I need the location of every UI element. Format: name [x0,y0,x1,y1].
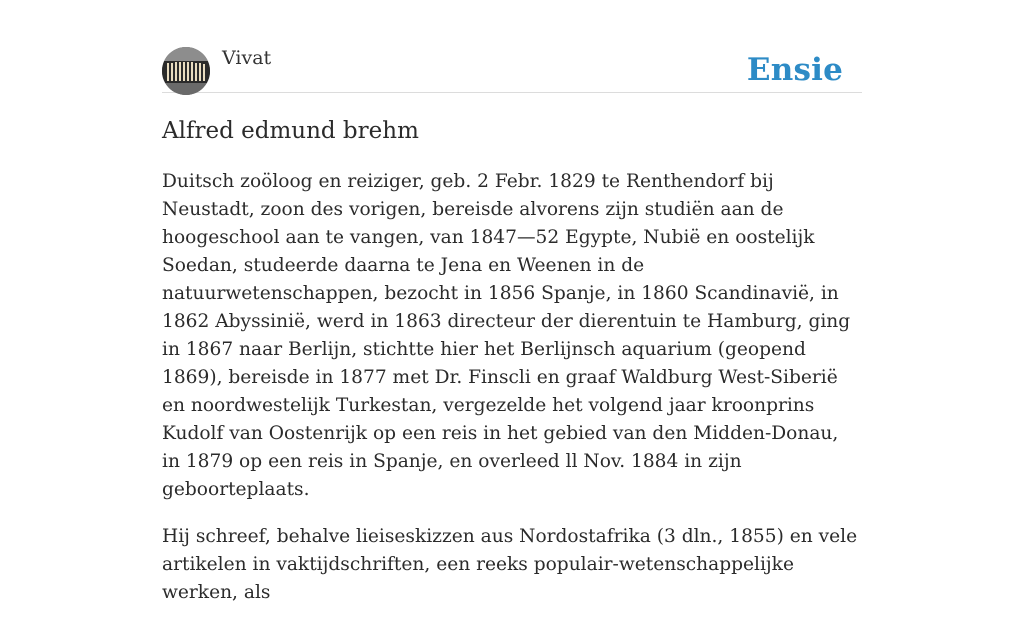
brand-logo[interactable]: Ensie [746,52,843,88]
article-paragraph: Duitsch zoöloog en reiziger, geb. 2 Febr. 1829 te Renthendorf bij Neustadt, zoon des vorigen, bereisde alvorens zijn studiën aan de hoogeschool aan te vangen, van 1847—52 Egypte, Nubië en oostelijk Soedan, studeerde daarna te Jena en Weenen in de natuurwetenschappen, bezocht in 1856 Spanje, in 1860 Scandinavië, in 1862 Abyssinië, werd in 1863 directeur der dierentuin te Hamburg, ging in 1867 naar Berlijn, stichtte hier het Berlijnsch aquarium (geopend 1869), bereisde in 1877 met Dr. Finscli en graaf Waldburg West-Siberië en noordwestelijk Turkestan, vergezelde het volgend jaar kroonprins Kudolf van Oostenrijk op een reis in het gebied van den Midden-Donau, in 1879 op een reis in Spanje, en overleed ll Nov. 1884 in zijn geboorteplaats. [162,171,851,500]
article-page [162,0,862,603]
article-paragraph: Hij schreef, behalve lieiseskizzen aus Nordostafrika (3 dln., 1855) en vele artikelen in vaktijdschriften, een reeks populair-wetenschappelijke werken, als [162,526,858,603]
article-header [162,0,862,93]
author-name[interactable]: Vivat [222,47,272,69]
article-title: Alfred edmund brehm [162,118,419,144]
bookshelf-avatar-image [162,47,210,95]
article-body [162,168,862,626]
author-avatar[interactable] [162,47,210,95]
